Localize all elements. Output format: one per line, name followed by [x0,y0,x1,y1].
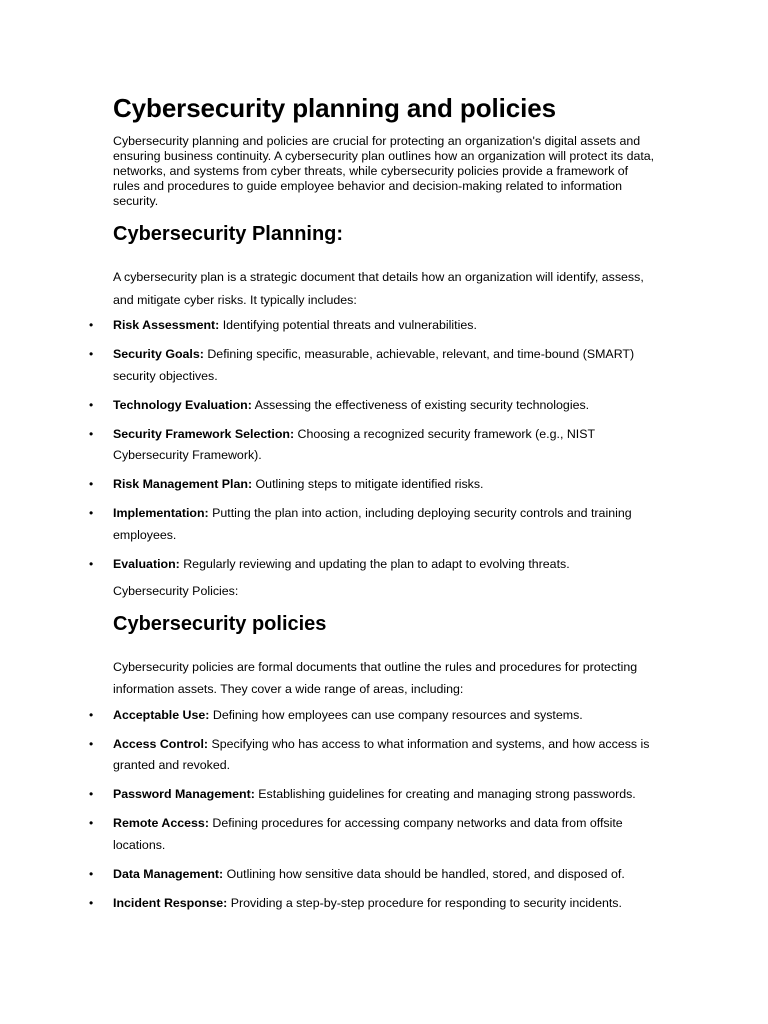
bullet-icon: • [89,397,94,412]
bullet-icon: • [89,816,94,830]
list-item-text: Establishing guidelines for creating and managing strong passwords. [254,787,636,801]
list-item-term: Acceptable Use: [113,707,210,722]
policies-list [89,705,658,915]
list-item-text: Specifying who has access to what information and systems, and how access is granted and revoked. [113,736,650,772]
list-item-term: Password Management: [113,787,255,801]
policies-heading: Cybersecurity policies [113,612,327,635]
list-item [89,554,658,576]
list-item-text: Regularly reviewing and updating the plan to adapt to evolving threats. [179,556,570,571]
list-item [89,315,658,337]
bullet-icon: • [89,736,94,751]
policies-label: Cybersecurity Policies: [113,583,239,598]
intro-paragraph: Cybersecurity planning and policies are crucial for protecting an organization's digital assets and ensuring business continuity. A cybersecurity plan outlines how an organization will protect its data, networks, and systems from cyber threats, while cybersecurity policies provide a framework of rules and procedures to guide employee behavior and decision-making related to information security. [113,134,655,208]
bullet-icon: • [89,556,94,571]
list-item-term: Incident Response: [113,895,228,910]
bullet-icon: • [89,895,94,910]
list-item-term: Risk Management Plan: [113,477,253,491]
list-item-text: Putting the plan into action, including deploying security controls and training employees. [113,506,632,542]
bullet-icon: • [89,347,94,361]
list-item-term: Security Framework Selection: [113,426,295,441]
list-item-term: Remote Access: [113,816,209,830]
bullet-icon: • [89,426,94,441]
list-item [89,424,658,467]
list-item-text: Defining specific, measurable, achievable, relevant, and time-bound (SMART) security objectives. [113,347,635,383]
planning-list [89,315,658,575]
list-item-term: Implementation: [113,506,209,520]
list-item-term: Data Management: [113,866,224,881]
list-item-term: Technology Evaluation: [113,397,252,412]
list-item [89,474,658,496]
list-item-term: Security Goals: [113,347,204,361]
planning-heading: Cybersecurity Planning: [113,223,344,245]
list-item-text: Identifying potential threats and vulnerabilities. [219,318,477,332]
list-item-text: Outlining how sensitive data should be handled, stored, and disposed of. [223,866,625,881]
list-item [89,893,658,915]
list-item-text: Defining procedures for accessing company networks and data from offsite locations. [113,816,623,852]
bullet-icon: • [89,787,94,801]
list-item-text: Outlining steps to mitigate identified risks. [252,477,484,491]
list-item [89,705,658,727]
document-title: Cybersecurity planning and policies [113,93,556,123]
list-item-text: Defining how employees can use company resources and systems. [209,707,583,722]
list-item-term: Access Control: [113,736,209,751]
list-item [89,734,658,777]
bullet-icon: • [89,477,94,491]
list-item-text: Assessing the effectiveness of existing security technologies. [251,397,590,412]
policies-paragraph: Cybersecurity policies are formal documents that outline the rules and procedures for protecting information assets. They cover a wide range of areas, including: [113,659,638,696]
bullet-icon: • [89,506,94,520]
bullet-icon: • [89,707,94,722]
list-item [89,344,658,387]
list-item [89,813,658,856]
list-item [89,864,658,886]
document-body [89,92,658,922]
list-item-text: Choosing a recognized security framework (e.g., NIST Cybersecurity Framework). [113,426,595,462]
list-item-term: Evaluation: [113,556,180,571]
list-item [89,395,658,417]
list-item [89,503,658,546]
bullet-icon: • [89,866,94,881]
list-item-term: Risk Assessment: [113,318,220,332]
list-item-text: Providing a step-by-step procedure for responding to security incidents. [227,895,622,910]
list-item [89,784,658,806]
bullet-icon: • [89,318,94,332]
planning-paragraph: A cybersecurity plan is a strategic document that details how an organization will identify, assess, and mitigate cyber risks. It typically includes: [113,270,644,307]
